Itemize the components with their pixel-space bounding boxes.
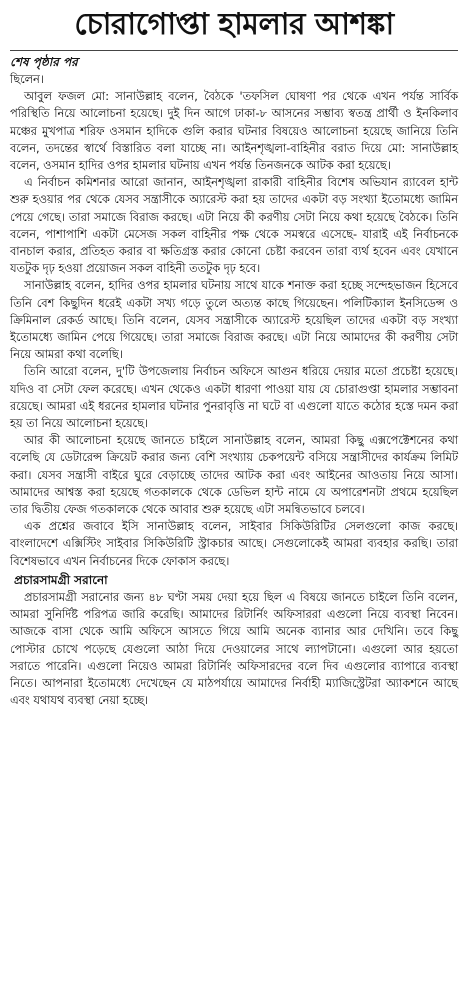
body-paragraph: আবুল ফজল মো: সানাউল্লাহ বলেন, বৈঠকে 'তফসিল ঘোষণা পর থেকে এখন পর্যন্ত সার্বিক পরিস্থিতি নিয়ে আলোচনা হয়েছে। দুই দিন আগে ঢাকা-৮ আসনের সম্ভাব্য স্বতন্ত্র প্রার্থী ও ইনকিলাব মঞ্চের মুখপাত্র শরিফ ওসমান হাদিকে গুলি করার ঘটনার বিষয়েও আলোচনা হয়েছে জানিয়ে তিনি বলেন, তদন্তের স্বার্থে বিস্তারিত বলা যাচ্ছে না। আইনশৃঙ্খলা-বাহিনীর বরাত দিয়ে মো: সানাউল্লাহ বলেন, ওসমান হাদির ওপর হামলার ঘটনায় এখন পর্যন্ত তিনজনকে আটক করা হয়েছে। xyxy=(10,90,458,173)
article-body xyxy=(10,71,458,709)
body-paragraph: এক প্রশ্নের জবাবে ইসি সানাউল্লাহ বলেন, সাইবার সিকিউরিটির সেলগুলো কাজ করছে। বাংলাদেশে এক্সিস্টিং সাইবার সিকিউরিটি স্ট্রাকচার আছে। সেগুলোকেই আমরা ব্যবহার করছি। তারা বিশেষভাবে এখন নির্বাচনের দিকে ফোকাস করছে। xyxy=(10,520,458,568)
subheading: প্রচারসামগ্রী সরানো xyxy=(14,572,108,587)
body-paragraph: প্রচারসামগ্রী সরানোর জন্য ৪৮ ঘণ্টা সময় দেয়া হয়ে ছিল এ বিষয়ে জানতে চাইলে তিনি বলেন, আমরা সুনির্দিষ্ট পরিপত্র জারি করেছি। আমাদের রিটার্নিং অফিসাররা এগুলো নিয়ে ব্যবস্থা নিবেন। আজকে বাসা থেকে আমি অফিসে আসতে গিয়ে আমি অনেক ব্যানার আর দেখিনি। তবে কিছু পোস্টার চোখে পড়েছে যেগুলো আঠা দিয়ে দেওয়ালের সাথে ল্যাপটানো। এগুলো আর হয়তো সরাতে পারেনি। এগুলো নিয়েও আমরা রিটার্নিং অফিসারদের বলে দিব এগুলোর ব্যাপারে ব্যবস্থা নিতে। আপনারা ইতোমধ্যে দেখেছেন যে মাঠপর্যায়ে আমাদের নির্বাহী ম্যাজিস্ট্রেটরা অ্যাকশনে আছে এবং যথাযথ ব্যবস্থা নেয়া হচ্ছে। xyxy=(10,590,458,708)
headline: চোরাগোপ্তা হামলার আশঙ্কা xyxy=(74,7,394,42)
continuation-note: শেষ পৃষ্ঠার পর xyxy=(10,55,78,69)
body-paragraph: তিনি আরো বলেন, দু'টি উপজেলায় নির্বাচন অফিসে আগুন ধরিয়ে দেয়ার মতো প্রচেষ্টা হয়েছে। যদিও বা সেটা ফেল করেছে। এখন থেকেও একটা ধারণা পাওয়া যায় যে চোরাগুপ্তা হামলার সম্ভাবনা রয়েছে। আমরা এই ধরনের হামলার ঘটনার পুনরাবৃত্তি না ঘটে বা এগুলো যাতে কঠোর হস্তে দমন করা হয় তা নিয়ে আলোচনা হয়েছে। xyxy=(10,365,458,431)
body-paragraph: আর কী আলোচনা হয়েছে জানতে চাইলে সানাউল্লাহ বলেন, আমরা কিছু এক্সপেক্টেশনের কথা বলেছি যে ডেটারেন্স ক্রিয়েট করার জন্য বেশি সংখ্যায় চেকপয়েন্ট বসিয়ে সন্ত্রাসীদের কার্যক্রম লিমিট করা। যেসব সন্ত্রাসী বাইরে ঘুরে বেড়াচ্ছে তাদের আটক করা এবং আইনের আওতায় নিয়ে আসা। আমাদের আশ্বস্ত করা হয়েছে গতকালকে থেকে ডেভিল হান্ট নামে যে অপারেশনটা প্রথমে হয়েছিল তার দ্বিতীয় ফেজ গতকালকে থেকে আবার শুরু হয়েছে এটা সমন্বিতভাবে চলবে। xyxy=(10,434,458,517)
body-paragraph: ছিলেন। xyxy=(10,73,44,86)
body-paragraph: এ নির্বাচন কমিশনার আরো জানান, আইনশৃঙ্খলা রাকারী বাহিনীর বিশেষ অভিযান র‍্যাবেল হান্ট শুরু হওয়ার পর থেকে যেসব সন্ত্রাসীকে অ্যারেস্ট করা হয় তাদের একটা বড় সংখ্যা ইতোমধ্যে জামিন পেয়ে গেছে। তারা সমাজে বিরাজ করছে। এটা নিয়ে কী করণীয় সেটা নিয়ে কথা হয়েছে বৈঠকে। তিনি বলেন, পাশাপাশি একটা মেসেজ সকল বাহিনীর পক্ষ থেকে সমস্বরে এসেছে- যারাই এই নির্বাচনকে বানচাল করার, প্রতিহত করার বা ক্ষতিগ্রস্ত করার কোনো চেষ্টা করবেন তারা ব্যর্থ হবেন এবং যেখানে যতটুক দৃঢ় হওয়া প্রয়োজন সকল বাহিনী ততটুক দৃঢ় হবে। xyxy=(10,176,458,276)
headline-rule xyxy=(10,50,458,51)
body-paragraph: সানাউল্লাহ বলেন, হাদির ওপর হামলার ঘটনায় সাথে যাকে শনাক্ত করা হচ্ছে সন্দেহভাজন হিসেবে তিনি বেশ কিছুদিন ধরেই একটা সখ্য গড়ে তুলে অত্যন্ত কাছে গিয়েছেন। পলিটিক্যাল ইনসিডেন্স ও ক্রিমিনাল রেকর্ড আছে। তিনি বলেন, যেসব সন্ত্রাসীকে অ্যারেস্ট হয়েছিল তাদের একটা বড় সংখ্যা ইতোমধ্যে জামিন পেয়ে গিয়েছে। তারা সমাজে বিরাজ করছে। এটা নিয়ে আমাদের কী করণীয় সেটা নিয়ে আমরা কথা বলেছি। xyxy=(10,279,458,362)
